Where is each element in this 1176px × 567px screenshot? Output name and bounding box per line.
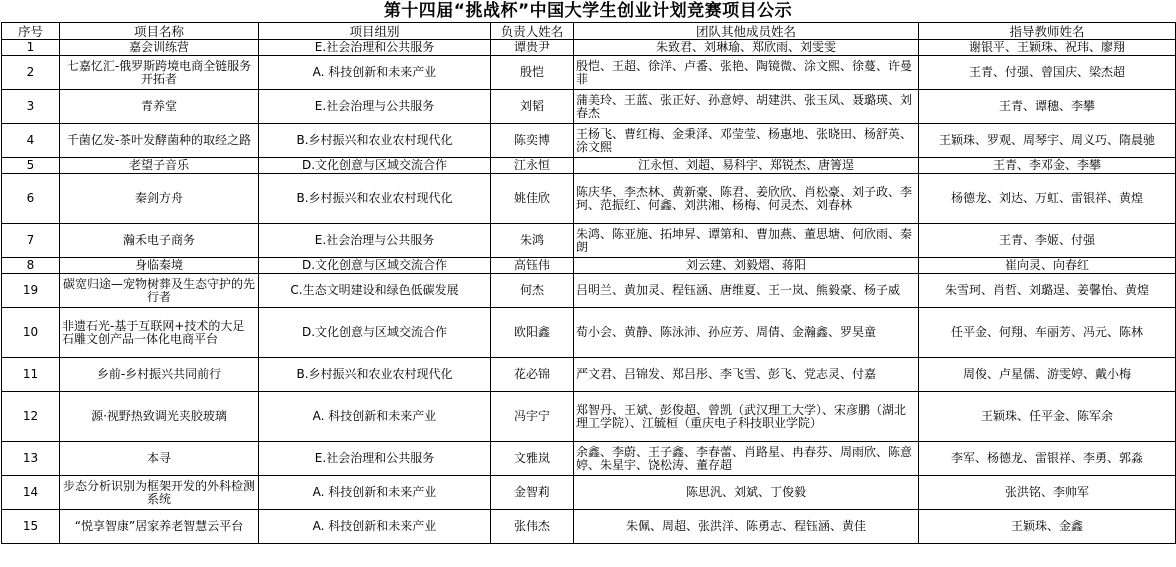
cell-project-group: B.乡村振兴和农业农村现代化 bbox=[259, 358, 491, 392]
cell-no: 4 bbox=[2, 124, 60, 158]
header-advisors: 指导教师姓名 bbox=[919, 23, 1176, 40]
project-table bbox=[1, 22, 1176, 544]
cell-members: 王杨飞、曹红梅、金秉泽、邓莹莹、杨惠地、张晓田、杨舒英、涂文熙 bbox=[574, 124, 919, 158]
cell-project-group: E.社会治理与公共服务 bbox=[259, 224, 491, 258]
cell-project-name: 碳宽归途—宠物树葬及生态守护的先行者 bbox=[60, 274, 259, 308]
cell-project-name: 七嘉忆汇-俄罗斯跨境电商全链服务开拓者 bbox=[60, 56, 259, 90]
cell-members: 蒲美玲、王蓝、张正好、孙意婷、胡建洪、张玉凤、聂璐瑛、刘春杰 bbox=[574, 90, 919, 124]
cell-members: 陈思汎、刘斌、丁俊毅 bbox=[574, 476, 919, 510]
cell-advisors: 王颖珠、金鑫 bbox=[919, 510, 1176, 544]
table-row bbox=[2, 510, 1176, 544]
cell-members: 荀小会、黄静、陈泳沛、孙应芳、周倩、金瀚鑫、罗昊童 bbox=[574, 308, 919, 358]
cell-leader: 冯宇宁 bbox=[491, 392, 574, 442]
cell-project-name: 青养堂 bbox=[60, 90, 259, 124]
cell-project-name: 秦剑方舟 bbox=[60, 174, 259, 224]
cell-project-name: 身临秦境 bbox=[60, 258, 259, 274]
cell-no: 13 bbox=[2, 442, 60, 476]
header-members: 团队其他成员姓名 bbox=[574, 23, 919, 40]
cell-advisors: 李军、杨德龙、雷银祥、李勇、郭淼 bbox=[919, 442, 1176, 476]
cell-advisors: 王青、李姬、付强 bbox=[919, 224, 1176, 258]
cell-leader: 高钰伟 bbox=[491, 258, 574, 274]
cell-no: 11 bbox=[2, 358, 60, 392]
cell-advisors: 周俊、卢星儒、游雯婷、戴小梅 bbox=[919, 358, 1176, 392]
cell-leader: 何杰 bbox=[491, 274, 574, 308]
cell-no: 15 bbox=[2, 510, 60, 544]
header-project-group: 项目组别 bbox=[259, 23, 491, 40]
cell-leader: 张伟杰 bbox=[491, 510, 574, 544]
table-row bbox=[2, 90, 1176, 124]
cell-no: 2 bbox=[2, 56, 60, 90]
cell-members: 朱致君、刘琳瑜、郑欣雨、刘雯雯 bbox=[574, 40, 919, 56]
cell-project-group: D.文化创意与区域交流合作 bbox=[259, 258, 491, 274]
cell-members: 陈庆华、李杰林、黄新豪、陈君、姜欣欣、肖松豪、刘子政、李珂、范振红、何鑫、刘洪湘、杨梅、何灵杰、刘春林 bbox=[574, 174, 919, 224]
cell-advisors: 王颖珠、任平金、陈军余 bbox=[919, 392, 1176, 442]
table-row bbox=[2, 174, 1176, 224]
table-row bbox=[2, 224, 1176, 258]
cell-no: 10 bbox=[2, 308, 60, 358]
header-leader: 负责人姓名 bbox=[491, 23, 574, 40]
cell-advisors: 王青、谭穗、李攀 bbox=[919, 90, 1176, 124]
table-row bbox=[2, 258, 1176, 274]
table-row bbox=[2, 158, 1176, 174]
table-row bbox=[2, 358, 1176, 392]
table-row bbox=[2, 124, 1176, 158]
cell-members: 余鑫、李蔚、王子鑫、李春蕾、肖路星、冉春芬、周雨欣、陈意婷、朱星宇、饶松涛、董存超 bbox=[574, 442, 919, 476]
table-row bbox=[2, 308, 1176, 358]
cell-leader: 金智莉 bbox=[491, 476, 574, 510]
cell-advisors: 杨德龙、刘达、万虹、雷银祥、黄煌 bbox=[919, 174, 1176, 224]
cell-no: 3 bbox=[2, 90, 60, 124]
cell-no: 5 bbox=[2, 158, 60, 174]
cell-project-name: 乡前-乡村振兴共同前行 bbox=[60, 358, 259, 392]
cell-project-name: 非遗石光-基于互联网+技术的大足石雕文创产品一体化电商平台 bbox=[60, 308, 259, 358]
table-row bbox=[2, 40, 1176, 56]
cell-project-name: “悦享智康”居家养老智慧云平台 bbox=[60, 510, 259, 544]
cell-leader: 刘韬 bbox=[491, 90, 574, 124]
cell-leader: 文雅岚 bbox=[491, 442, 574, 476]
cell-leader: 江永恒 bbox=[491, 158, 574, 174]
cell-project-group: A. 科技创新和未来产业 bbox=[259, 510, 491, 544]
cell-advisors: 王青、付强、曾国庆、梁杰超 bbox=[919, 56, 1176, 90]
cell-project-group: A. 科技创新和未来产业 bbox=[259, 476, 491, 510]
cell-project-name: 源·视野热致调光夹胶玻璃 bbox=[60, 392, 259, 442]
cell-leader: 欧阳鑫 bbox=[491, 308, 574, 358]
cell-no: 7 bbox=[2, 224, 60, 258]
cell-advisors: 王青、李邓金、李攀 bbox=[919, 158, 1176, 174]
cell-leader: 姚佳欣 bbox=[491, 174, 574, 224]
cell-advisors: 崔向灵、向春红 bbox=[919, 258, 1176, 274]
cell-project-group: A. 科技创新和未来产业 bbox=[259, 56, 491, 90]
cell-members: 朱鸿、陈亚施、拓坤昇、谭第和、曹加燕、董思塘、何欣雨、秦朗 bbox=[574, 224, 919, 258]
table-row bbox=[2, 442, 1176, 476]
cell-leader: 谭贵尹 bbox=[491, 40, 574, 56]
cell-advisors: 任平金、何翔、车丽芳、冯元、陈林 bbox=[919, 308, 1176, 358]
cell-project-group: B.乡村振兴和农业农村现代化 bbox=[259, 174, 491, 224]
cell-no: 12 bbox=[2, 392, 60, 442]
cell-advisors: 张洪铭、李帅军 bbox=[919, 476, 1176, 510]
cell-no: 19 bbox=[2, 274, 60, 308]
cell-leader: 花必锦 bbox=[491, 358, 574, 392]
cell-leader: 陈奕博 bbox=[491, 124, 574, 158]
cell-project-group: D.文化创意与区域交流合作 bbox=[259, 308, 491, 358]
cell-project-group: D.文化创意与区域交流合作 bbox=[259, 158, 491, 174]
cell-project-name: 瀚禾电子商务 bbox=[60, 224, 259, 258]
cell-project-group: E.社会治理和公共服务 bbox=[259, 442, 491, 476]
table-row bbox=[2, 476, 1176, 510]
cell-leader: 殷恺 bbox=[491, 56, 574, 90]
cell-project-group: C.生态文明建设和绿色低碳发展 bbox=[259, 274, 491, 308]
cell-no: 14 bbox=[2, 476, 60, 510]
cell-leader: 朱鸿 bbox=[491, 224, 574, 258]
cell-members: 殷恺、王超、徐洋、卢番、张艳、陶镜微、涂文熙、徐蔓、许曼菲 bbox=[574, 56, 919, 90]
cell-no: 8 bbox=[2, 258, 60, 274]
header-no: 序号 bbox=[2, 23, 60, 40]
cell-members: 江永恒、刘超、易科宇、郑锐杰、唐箐逞 bbox=[574, 158, 919, 174]
cell-members: 朱佩、周超、张洪洋、陈勇志、程钰涵、黄佳 bbox=[574, 510, 919, 544]
cell-project-group: E.社会治理与公共服务 bbox=[259, 90, 491, 124]
cell-no: 6 bbox=[2, 174, 60, 224]
cell-project-name: 本寻 bbox=[60, 442, 259, 476]
cell-project-name: 步态分析识别为框架开发的外科检测系统 bbox=[60, 476, 259, 510]
cell-advisors: 谢银平、王颖珠、祝玮、廖翔 bbox=[919, 40, 1176, 56]
cell-project-group: A. 科技创新和未来产业 bbox=[259, 392, 491, 442]
cell-no: 1 bbox=[2, 40, 60, 56]
cell-project-name: 嘉会训练营 bbox=[60, 40, 259, 56]
cell-project-group: E.社会治理和公共服务 bbox=[259, 40, 491, 56]
cell-advisors: 朱雪珂、肖哲、刘璐逞、姜馨怡、黄煌 bbox=[919, 274, 1176, 308]
header-row bbox=[2, 23, 1176, 40]
cell-project-group: B.乡村振兴和农业农村现代化 bbox=[259, 124, 491, 158]
cell-members: 郑智丹、王斌、彭俊超、曾凯（武汉理工大学）、宋彦鹏（湖北理工学院）、江毓桓（重庆电子科技职业学院） bbox=[574, 392, 919, 442]
table-row bbox=[2, 56, 1176, 90]
cell-advisors: 王颖珠、罗观、周琴宇、周义巧、隋晨驰 bbox=[919, 124, 1176, 158]
cell-members: 严文君、吕锦发、郑吕彤、李飞雪、彭飞、党志灵、付嘉 bbox=[574, 358, 919, 392]
table-row bbox=[2, 274, 1176, 308]
cell-members: 刘云建、刘毅熠、蒋阳 bbox=[574, 258, 919, 274]
cell-project-name: 老望子音乐 bbox=[60, 158, 259, 174]
cell-members: 吕明兰、黄加灵、程钰涵、唐维夏、王一岚、熊毅豪、杨子威 bbox=[574, 274, 919, 308]
header-project-name: 项目名称 bbox=[60, 23, 259, 40]
cell-project-name: 千菌亿发-茶叶发酵菌种的取经之路 bbox=[60, 124, 259, 158]
page-title: 第十四届“挑战杯”中国大学生创业计划竞赛项目公示 bbox=[383, 1, 793, 21]
table-row bbox=[2, 392, 1176, 442]
